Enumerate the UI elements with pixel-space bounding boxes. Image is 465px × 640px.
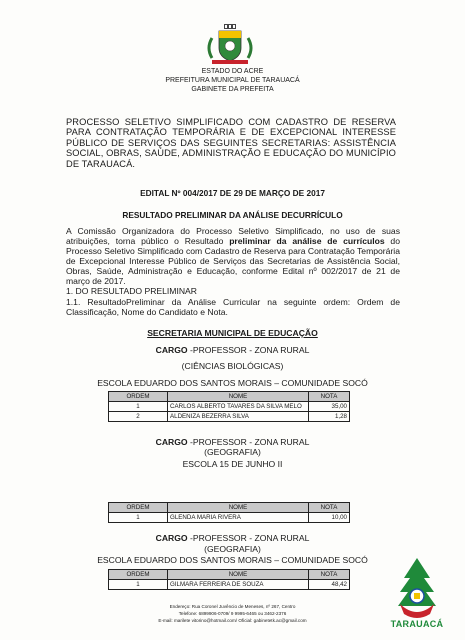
header-nota: NOTA bbox=[309, 392, 350, 402]
header-nome: NOME bbox=[168, 570, 309, 580]
table-header-row bbox=[109, 503, 350, 513]
section-heading: 1. DO RESULTADO PRELIMINAR bbox=[66, 286, 197, 296]
header-nome: NOME bbox=[168, 503, 309, 513]
cargo-label: CARGO bbox=[155, 533, 188, 543]
school-label: ESCOLA EDUARDO DOS SANTOS MORAIS – COMUNIDADE SOCÓ bbox=[97, 555, 368, 565]
cargo-line bbox=[0, 533, 465, 543]
header-state: ESTADO DO ACRE bbox=[201, 68, 264, 75]
tarauaca-logo bbox=[386, 556, 448, 636]
cargo-label: CARGO bbox=[155, 437, 188, 447]
cell-nome: GILMARA FERREIRA DE SOUZA bbox=[168, 580, 309, 590]
results-table bbox=[108, 569, 350, 590]
table-row bbox=[109, 580, 350, 590]
cargo-description: -PROFESSOR - ZONA RURAL bbox=[187, 345, 310, 355]
body-text-part1: A Comissão Organizadora do Processo Seletivo Simplificado, no uso de suas atribuições, torna público o Resultado bbox=[66, 226, 400, 246]
body-text-part2: do Processo Seletivo Simplificado com Cadastro de Reserva para Contratação Temporária de Excepcional Interesse Público de Serviços das Secretarias de Assistência Social, Obras, Saúde, Administração e Educação, conforme Edital nº 002/2017 de 21 de março de 2017. bbox=[66, 236, 400, 286]
school-label: ESCOLA 15 DE JUNHO II bbox=[182, 459, 283, 469]
cargo-label: CARGO bbox=[155, 345, 188, 355]
table-header-row bbox=[109, 570, 350, 580]
edital-title: EDITAL Nº 004/2017 DE 29 DE MARÇO DE 2017 bbox=[140, 188, 325, 198]
area-label: (GEOGRAFIA) bbox=[204, 544, 261, 554]
table-row bbox=[109, 412, 350, 422]
header-nota: NOTA bbox=[309, 570, 350, 580]
area-label: (GEOGRAFIA) bbox=[204, 447, 261, 457]
footer-address: Endereço: Rua Coronel Juvêncio de Meneses, nº 267, Centro bbox=[169, 604, 296, 609]
body-paragraph bbox=[66, 226, 400, 286]
area-label: (CIÊNCIAS BIOLÓGICAS) bbox=[181, 361, 284, 371]
footer-phone: Telefone: 6899906-0709/ 9 9995-6465 ou 3462-2376 bbox=[178, 611, 287, 616]
secretaria-heading: SECRETARIA MUNICIPAL DE EDUCAÇÃO bbox=[147, 328, 318, 338]
footer-email: E-mail: marilete vitorino@hotmail.com/ Oficial: gabinetetk.ac@gmail.com bbox=[158, 618, 307, 623]
cell-ordem: 2 bbox=[109, 412, 168, 422]
body-text-bold: preliminar da análise de currículos bbox=[229, 236, 385, 246]
cell-nota: 1,28 bbox=[309, 412, 350, 422]
cell-nota: 35,00 bbox=[309, 402, 350, 412]
results-table bbox=[108, 502, 350, 523]
cell-ordem: 1 bbox=[109, 402, 168, 412]
result-title: RESULTADO PRELIMINAR DA ANÁLISE DECURRÍCULO bbox=[122, 210, 343, 220]
school-label: ESCOLA EDUARDO DOS SANTOS MORAIS – COMUNIDADE SOCÓ bbox=[97, 378, 368, 388]
header-ordem: ORDEM bbox=[109, 392, 168, 402]
cargo-line bbox=[0, 437, 465, 447]
cell-nota: 48,42 bbox=[309, 580, 350, 590]
coat-of-arms-emblem bbox=[204, 24, 256, 66]
results-table bbox=[108, 391, 350, 422]
tarauaca-logo-icon bbox=[386, 556, 448, 620]
section-text: 1.1. ResultadoPreliminar da Análise Curricular na seguinte ordem: Ordem de Classificação, Nome do Candidato e Nota. bbox=[66, 297, 400, 317]
cargo-description: -PROFESSOR - ZONA RURAL bbox=[187, 533, 310, 543]
table-row bbox=[109, 402, 350, 412]
cargo-line bbox=[0, 345, 465, 355]
cargo-description: -PROFESSOR - ZONA RURAL bbox=[187, 437, 310, 447]
intro-paragraph: PROCESSO SELETIVO SIMPLIFICADO COM CADASTRO DE RESERVA PARA CONTRATAÇÃO TEMPORÁRIA E DE EXCEPCIONAL INTERESSE PÚBLICO DE SERVIÇOS DAS SEGUINTES SECRETARIAS: ASSISTÊNCIA SOCIAL, OBRAS, SAÚDE, ADMINISTRAÇÃO E EDUCAÇÃO DO MUNICÍPIO DE TARAUACÁ. bbox=[66, 117, 396, 169]
table-row bbox=[109, 513, 350, 523]
cell-ordem: 1 bbox=[109, 513, 168, 523]
header-city-hall: PREFEITURA MUNICIPAL DE TARAUACÁ bbox=[165, 77, 300, 84]
header-office: GABINETE DA PREFEITA bbox=[191, 86, 274, 93]
header-ordem: ORDEM bbox=[109, 570, 168, 580]
header-nome: NOME bbox=[168, 392, 309, 402]
cell-ordem: 1 bbox=[109, 580, 168, 590]
cell-nota: 10,00 bbox=[309, 513, 350, 523]
cell-nome: ALDENIZA BEZERRA SILVA bbox=[168, 412, 309, 422]
tarauaca-logo-text: TARAUACÁ bbox=[390, 619, 444, 629]
header-nota: NOTA bbox=[309, 503, 350, 513]
cell-nome: GLENDA MARIA RIVERA bbox=[168, 513, 309, 523]
header-ordem: ORDEM bbox=[109, 503, 168, 513]
cell-nome: CARLOS ALBERTO TAVARES DA SILVA MELO bbox=[168, 402, 309, 412]
table-header-row bbox=[109, 392, 350, 402]
